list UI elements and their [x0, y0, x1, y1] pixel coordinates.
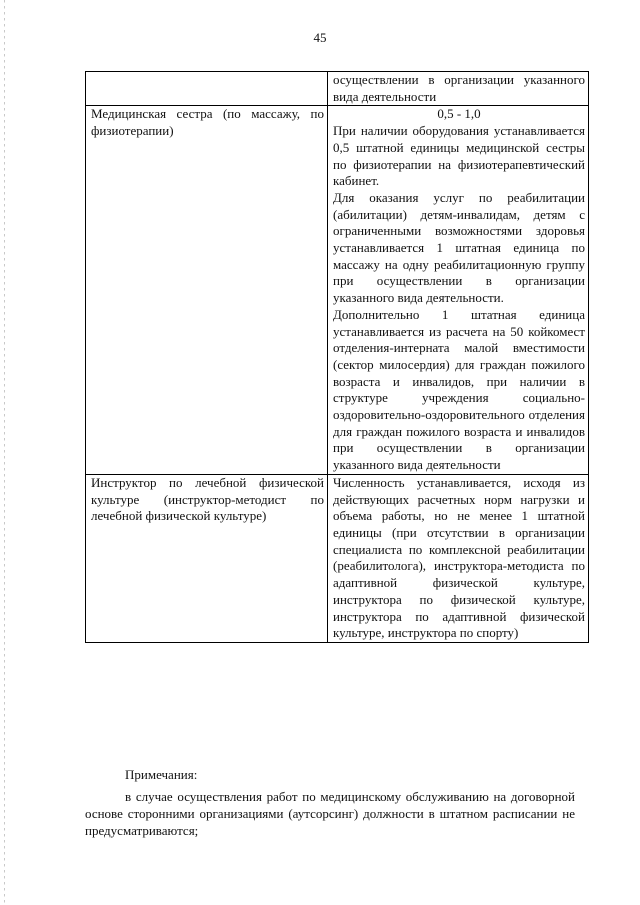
norm-cell: [328, 474, 589, 642]
position-cell: Медицинская сестра (по массажу, по физиотерапии): [86, 106, 328, 474]
notes-title: Примечания:: [125, 767, 198, 782]
norm-paragraph: Численность устанавливается, исходя из действующих расчетных норм нагрузки и объема работы, но не менее 1 штатной единицы (при отсутствии в организации специалиста по комплексной реабилитации (реабилитолога), инструктора-методиста по адаптивной физической культуре, инструктора по физической культуре, инструктора по адаптивной физической культуре, инструктора по спорту): [333, 474, 585, 641]
norm-paragraph: При наличии оборудования устанавливается 0,5 штатной единицы медицинской сестры по физиотерапии на физиотерапевтический кабинет.: [333, 123, 585, 189]
table-row: [86, 72, 589, 106]
table-row: [86, 106, 589, 474]
position-cell: [86, 72, 328, 106]
position-cell: Инструктор по лечебной физической культуре (инструктор-методист по лечебной физической культуре): [86, 474, 328, 642]
norm-cell: [328, 106, 589, 474]
table-row: [86, 474, 589, 642]
note-item: в случае осуществления работ по медицинскому обслуживанию на договорной основе сторонними организациями (аутсорсинг) должности в штатном расписании не предусматриваются;: [85, 789, 575, 838]
staff-ratio: 0,5 - 1,0: [437, 106, 481, 122]
norm-paragraph: Дополнительно 1 штатная единица устанавливается из расчета на 50 койкомест отделения-интерната малой вместимости (сектор милосердия) для граждан пожилого возраста и инвалидов, при наличии в структуре учреждения социально-оздоровительно-оздоровительного отделения для граждан пожилого возраста и инвалидов при осуществлении в организации указанного вида деятельности: [333, 306, 585, 473]
staffing-table: [85, 71, 589, 643]
notes-section: [85, 766, 575, 839]
norm-paragraph: Для оказания услуг по реабилитации (абилитации) детям-инвалидам, детям с ограниченными возможностями здоровья устанавливается 1 штатная единица по массажу на одну реабилитационную группу при осуществлении в организации указанного вида деятельности.: [333, 189, 585, 306]
norm-paragraph: осуществлении в организации указанного вида деятельности: [333, 72, 585, 104]
norm-cell: [328, 72, 589, 106]
page-number: 45: [313, 30, 327, 45]
scan-margin-marks: [4, 0, 6, 905]
